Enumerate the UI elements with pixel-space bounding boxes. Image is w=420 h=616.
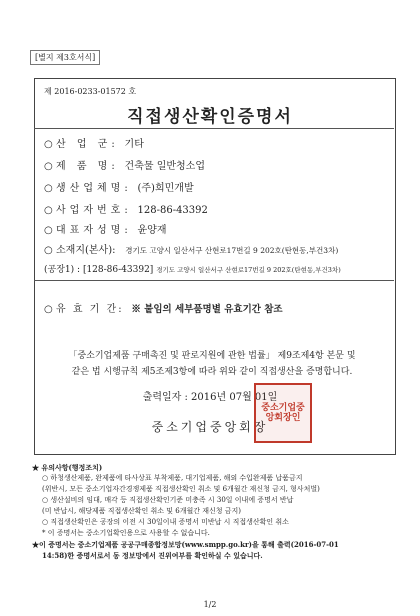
official-seal: 중소기업중앙회장인	[254, 383, 312, 443]
document-number: 제 2016-0233-01572 호	[44, 87, 137, 96]
factory-row: (공장1) : [128-86-43392] 경기도 고양시 일산서구 산현로17번길 9 202호(탄현동,부건3차)	[44, 265, 341, 275]
certificate-title: 직접생산확인증명서	[127, 107, 293, 127]
notes-section	[32, 462, 402, 561]
note-item: ○ 직접생산확인은 공장의 이전 시 30일이내 증명서 미반납 시 직접생산확인 취소	[42, 518, 289, 526]
page-number: 1/2	[203, 600, 217, 609]
factory-number: [128-86-43392]	[82, 265, 154, 275]
form-tag: [별지 제3호서식]	[30, 50, 100, 65]
field-address: ○ 소재지(본사): 경기도 고양시 일산서구 산현로17번길 9 202호(탄현동,부건3차)	[44, 245, 339, 256]
title-divider	[34, 128, 394, 129]
field-representative-value: 윤양재	[137, 225, 167, 236]
note-item: (위반시, 모든 중소기업자간경쟁제품 직접생산확인 취소 및 6개월간 재신청 금지, 형사처벌)	[42, 485, 320, 493]
field-industry: ○ 산 업 군: 기타	[44, 139, 144, 150]
note-item: * 이 증명서는 중소기업확인용으로 사용할 수 없습니다.	[42, 529, 210, 537]
note-item: ○ 생산설비의 임대, 매각 등 직접생산확인기준 미충족 시 30일 이내에 증명서 반납	[42, 496, 294, 504]
field-company: ○ 생산업체명: (주)희민개발	[44, 183, 194, 194]
field-industry-value: 기타	[124, 139, 144, 150]
field-validity: ○ 유 효 기 간: ※ 붙임의 세부품명별 유효기간 참조	[44, 304, 283, 315]
factory-address: 경기도 고양시 일산서구 산현로17번길 9 202호(탄현동,부건3차)	[156, 266, 341, 274]
note-item: ○ 하청생산제품, 완제품에 타사상표 부착제품, 대기업제품, 해외 수입완제품 납품금지	[42, 474, 303, 482]
field-address-value: 경기도 고양시 일산서구 산현로17번길 9 202호(탄현동,부건3차)	[125, 246, 339, 255]
field-validity-value: ※ 붙임의 세부품명별 유효기간 참조	[131, 304, 283, 315]
section-divider	[34, 280, 394, 281]
factory-label: (공장1)	[44, 265, 75, 275]
notes-heading: ★ 유의사항(행정조치)	[32, 463, 103, 472]
field-business-number-value: 128-86-43392	[137, 205, 208, 216]
field-business-number: ○ 사업자번호: 128-86-43392	[44, 205, 208, 216]
note-item: ★이 증명서는 중소기업제품 공공구매종합정보망(www.smpp.go.kr)을 통해 출력(2016-07-01	[32, 540, 339, 549]
field-product-value: 건축물 일반청소업	[124, 161, 205, 172]
note-item: 14:58)한 증명서로서 동 정보망에서 진위여부를 확인하실 수 있습니다.	[42, 551, 263, 560]
certification-statement: 「중소기업제품 구매촉진 및 판로지원에 관한 법률」 제9조제4항 본문 및 같은 법 시행규칙 제5조제3항에 따라 위와 같이 직접생산을 증명합니다.	[68, 351, 356, 377]
field-representative: ○ 대표자성명: 윤양재	[44, 225, 167, 236]
issue-date: 출력일자 : 2016년 07월 01일	[142, 392, 278, 403]
field-product: ○ 제 품 명: 건축물 일반청소업	[44, 161, 205, 172]
note-item: (미 반납시, 해당제품 직접생산확인 취소 및 6개월간 재신청 금지)	[42, 507, 241, 515]
field-company-value: (주)희민개발	[137, 183, 194, 194]
issuer-name: 중소기업중앙회장	[151, 420, 269, 434]
